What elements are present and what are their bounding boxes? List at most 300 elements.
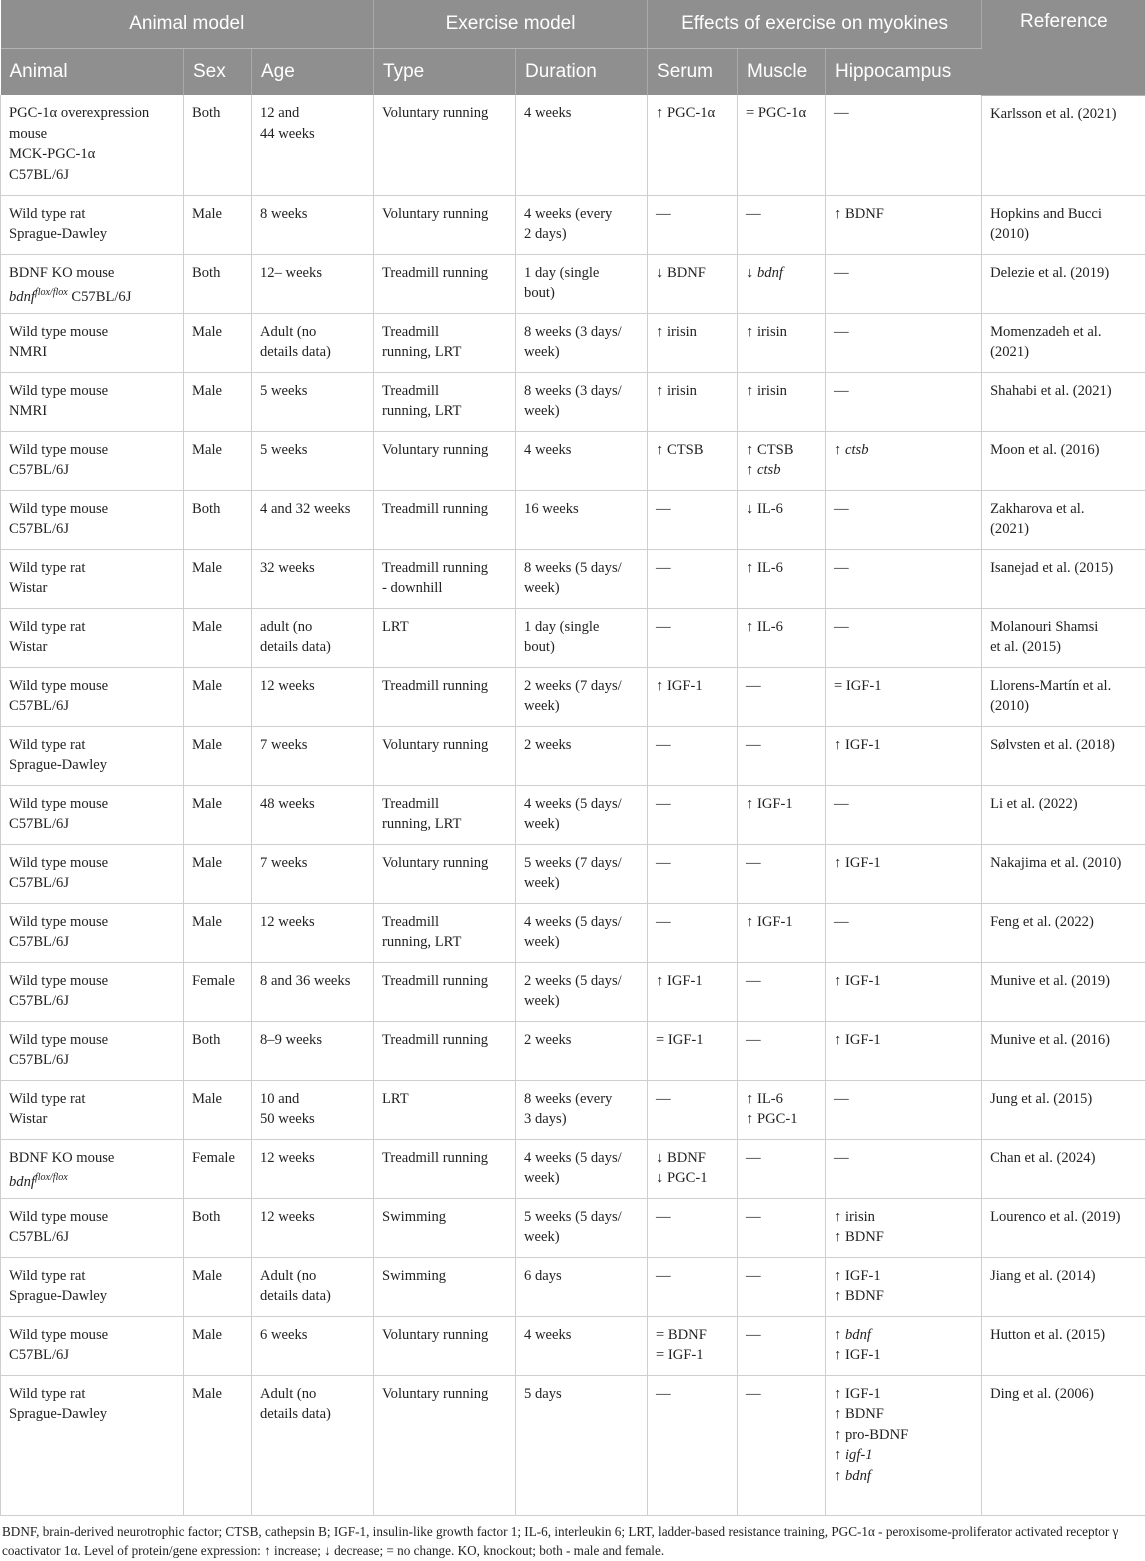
cell-muscle-line: ↑ IL-6 [746, 617, 817, 638]
cell-type-line: Swimming [382, 1207, 507, 1228]
cell-duration-line: 8 weeks (every [524, 1089, 639, 1110]
cell-sex-line: Male [192, 1266, 243, 1287]
cell-animal-line: C57BL/6J [9, 460, 175, 481]
cell-muscle [738, 1257, 826, 1316]
cell-sex [184, 844, 252, 903]
cell-animal-line: Wistar [9, 1109, 175, 1130]
cell-sex-line: Male [192, 1089, 243, 1110]
cell-sex [184, 726, 252, 785]
cell-muscle [738, 195, 826, 254]
cell-sex-line: Both [192, 499, 243, 520]
cell-type-line: Voluntary running [382, 1325, 507, 1346]
cell-duration [516, 431, 648, 490]
cell-age [252, 1198, 374, 1257]
cell-duration-line: 2 weeks (5 days/ [524, 971, 639, 992]
cell-muscle [738, 1080, 826, 1139]
cell-duration [516, 490, 648, 549]
cell-hippocampus-line: ↑ bdnf [834, 1325, 973, 1346]
cell-reference [982, 1198, 1145, 1257]
cell-sex-line: Male [192, 1325, 243, 1346]
cell-type [374, 1139, 516, 1198]
cell-animal-line: Wild type mouse [9, 381, 175, 402]
table-row [1, 372, 1145, 431]
cell-type-line: Treadmill running [382, 676, 507, 697]
cell-animal-line: MCK-PGC-1α [9, 144, 175, 165]
cell-age-line: 8 and 36 weeks [260, 971, 365, 992]
cell-animal-line: Wild type rat [9, 617, 175, 638]
cell-type [374, 1198, 516, 1257]
cell-duration-line: week) [524, 578, 639, 599]
table-row [1, 726, 1145, 785]
cell-animal-line: Wild type rat [9, 1384, 175, 1405]
cell-serum [648, 1257, 738, 1316]
cell-hippocampus-line: = IGF-1 [834, 676, 973, 697]
cell-duration [516, 195, 648, 254]
cell-duration-line: week) [524, 991, 639, 1012]
cell-reference [982, 549, 1145, 608]
cell-animal [1, 667, 184, 726]
cell-animal-line: Sprague-Dawley [9, 1286, 175, 1307]
cell-reference-line: et al. (2015) [990, 637, 1137, 658]
cell-serum-line: — [656, 499, 729, 520]
cell-animal-line: Wild type mouse [9, 1207, 175, 1228]
cell-hippocampus [826, 1316, 982, 1375]
cell-type [374, 962, 516, 1021]
cell-duration-line: week) [524, 932, 639, 953]
cell-muscle [738, 95, 826, 195]
cell-hippocampus-line: — [834, 263, 973, 284]
cell-serum-line: — [656, 617, 729, 638]
cell-reference-line: Lourenco et al. (2019) [990, 1207, 1137, 1228]
cell-serum-line: ↑ IGF-1 [656, 676, 729, 697]
cell-type [374, 313, 516, 372]
cell-animal [1, 1198, 184, 1257]
cell-reference [982, 490, 1145, 549]
cell-hippocampus-line: — [834, 322, 973, 343]
cell-sex [184, 195, 252, 254]
cell-type-line: running, LRT [382, 814, 507, 835]
cell-muscle [738, 903, 826, 962]
cell-animal-line: C57BL/6J [9, 932, 175, 953]
cell-serum [648, 667, 738, 726]
cell-reference-line: Li et al. (2022) [990, 794, 1137, 815]
cell-muscle [738, 962, 826, 1021]
cell-reference [982, 1316, 1145, 1375]
cell-hippocampus [826, 195, 982, 254]
cell-reference-line: Zakharova et al. [990, 499, 1137, 520]
cell-duration-line: 4 weeks [524, 103, 639, 124]
cell-duration [516, 313, 648, 372]
cell-reference-line: (2010) [990, 224, 1137, 245]
cell-type [374, 490, 516, 549]
cell-sex-line: Male [192, 912, 243, 933]
cell-muscle-line: ↑ IL-6 [746, 558, 817, 579]
cell-duration-line: 4 weeks (5 days/ [524, 912, 639, 933]
cell-type [374, 549, 516, 608]
cell-duration-line: 5 days [524, 1384, 639, 1405]
table-body [1, 95, 1145, 1515]
cell-age-line: 10 and [260, 1089, 365, 1110]
cell-sex [184, 962, 252, 1021]
cell-sex [184, 1139, 252, 1198]
cell-serum [648, 785, 738, 844]
cell-duration-line: bout) [524, 637, 639, 658]
cell-type-line: Treadmill running [382, 499, 507, 520]
cell-age-line: details data) [260, 1286, 365, 1307]
cell-type [374, 608, 516, 667]
cell-animal-line: C57BL/6J [9, 991, 175, 1012]
cell-animal [1, 195, 184, 254]
cell-animal-line: Sprague-Dawley [9, 224, 175, 245]
cell-age [252, 785, 374, 844]
cell-muscle-line: ↓ bdnf [746, 263, 817, 284]
cell-age-line: 12 and [260, 103, 365, 124]
cell-hippocampus [826, 1257, 982, 1316]
cell-muscle-line: — [746, 1325, 817, 1346]
cell-serum-line: — [656, 558, 729, 579]
cell-type-line: Treadmill [382, 381, 507, 402]
table-row [1, 785, 1145, 844]
cell-reference [982, 195, 1145, 254]
cell-sex-line: Male [192, 735, 243, 756]
cell-duration-line: 2 weeks [524, 1030, 639, 1051]
cell-hippocampus [826, 1375, 982, 1515]
cell-age-line: Adult (no [260, 1266, 365, 1287]
cell-duration-line: week) [524, 342, 639, 363]
cell-age-line: adult (no [260, 617, 365, 638]
cell-reference-line: Chan et al. (2024) [990, 1148, 1137, 1169]
cell-type-line: Voluntary running [382, 204, 507, 225]
cell-sex-line: Male [192, 1384, 243, 1405]
cell-serum [648, 549, 738, 608]
cell-reference-line: Munive et al. (2016) [990, 1030, 1137, 1051]
cell-animal [1, 1375, 184, 1515]
cell-animal [1, 962, 184, 1021]
cell-sex-line: Both [192, 103, 243, 124]
cell-muscle-line: ↓ IL-6 [746, 499, 817, 520]
cell-sex-line: Female [192, 971, 243, 992]
cell-age-line: 12 weeks [260, 676, 365, 697]
cell-duration [516, 1021, 648, 1080]
cell-hippocampus [826, 1080, 982, 1139]
table-row [1, 431, 1145, 490]
cell-serum-line: ↓ BDNF [656, 263, 729, 284]
cell-hippocampus-line: ↑ BDNF [834, 1286, 973, 1307]
cell-reference [982, 844, 1145, 903]
cell-type-line: running, LRT [382, 401, 507, 422]
cell-reference [982, 608, 1145, 667]
cell-sex [184, 903, 252, 962]
cell-serum-line: = IGF-1 [656, 1030, 729, 1051]
cell-duration [516, 785, 648, 844]
cell-type-line: running, LRT [382, 932, 507, 953]
cell-age-line: Adult (no [260, 1384, 365, 1405]
cell-age [252, 903, 374, 962]
cell-age-line: 8 weeks [260, 204, 365, 225]
cell-animal [1, 372, 184, 431]
cell-muscle-line: ↑ irisin [746, 322, 817, 343]
cell-duration-line: 4 weeks [524, 440, 639, 461]
cell-reference [982, 431, 1145, 490]
cell-reference-line: Moon et al. (2016) [990, 440, 1137, 461]
cell-age-line: 8–9 weeks [260, 1030, 365, 1051]
cell-sex-line: Both [192, 1030, 243, 1051]
cell-duration [516, 1375, 648, 1515]
cell-reference-line: (2021) [990, 342, 1137, 363]
cell-age [252, 313, 374, 372]
cell-duration [516, 844, 648, 903]
cell-age [252, 844, 374, 903]
table-row [1, 608, 1145, 667]
cell-duration-line: week) [524, 696, 639, 717]
cell-sex [184, 1198, 252, 1257]
cell-duration [516, 726, 648, 785]
cell-age [252, 608, 374, 667]
cell-age-line: 50 weeks [260, 1109, 365, 1130]
cell-reference-line: Nakajima et al. (2010) [990, 853, 1137, 874]
cell-serum [648, 844, 738, 903]
cell-serum-line: = BDNF [656, 1325, 729, 1346]
cell-reference-line: Shahabi et al. (2021) [990, 381, 1137, 402]
cell-duration [516, 1080, 648, 1139]
cell-serum [648, 608, 738, 667]
cell-age-line: details data) [260, 637, 365, 658]
cell-animal-line: Wild type mouse [9, 1030, 175, 1051]
cell-type [374, 1375, 516, 1515]
cell-type [374, 95, 516, 195]
cell-duration [516, 1257, 648, 1316]
cell-duration-line: 6 days [524, 1266, 639, 1287]
cell-duration-line: 4 weeks (every [524, 204, 639, 225]
cell-reference [982, 372, 1145, 431]
cell-type-line: Voluntary running [382, 440, 507, 461]
cell-duration [516, 95, 648, 195]
cell-serum-line: — [656, 1384, 729, 1405]
cell-age [252, 1375, 374, 1515]
cell-type [374, 431, 516, 490]
cell-hippocampus-line: ↑ IGF-1 [834, 971, 973, 992]
cell-muscle-line: — [746, 1148, 817, 1169]
cell-animal [1, 785, 184, 844]
cell-reference [982, 1080, 1145, 1139]
cell-hippocampus-line: ↑ irisin [834, 1207, 973, 1228]
cell-animal [1, 490, 184, 549]
cell-animal-line: C57BL/6J [9, 1227, 175, 1248]
cell-age [252, 726, 374, 785]
cell-muscle-line: — [746, 676, 817, 697]
cell-type-line: Treadmill running [382, 263, 507, 284]
cell-type-line: Voluntary running [382, 735, 507, 756]
cell-animal [1, 903, 184, 962]
cell-sex-line: Male [192, 617, 243, 638]
cell-animal [1, 1021, 184, 1080]
cell-reference-line: Hutton et al. (2015) [990, 1325, 1137, 1346]
cell-age [252, 1316, 374, 1375]
cell-serum-line: — [656, 735, 729, 756]
cell-duration-line: 16 weeks [524, 499, 639, 520]
cell-muscle-line: = PGC-1α [746, 103, 817, 124]
cell-duration [516, 667, 648, 726]
cell-sex [184, 490, 252, 549]
cell-serum-line: — [656, 1089, 729, 1110]
cell-serum [648, 95, 738, 195]
cell-serum [648, 1198, 738, 1257]
cell-age-line: 4 and 32 weeks [260, 499, 365, 520]
cell-animal [1, 1139, 184, 1198]
cell-muscle [738, 313, 826, 372]
cell-type-line: - downhill [382, 578, 507, 599]
header-hippocampus: Hippocampus [826, 49, 982, 96]
cell-type-line: Treadmill [382, 794, 507, 815]
group-header-effects: Effects of exercise on myokines [648, 0, 982, 49]
table-row [1, 667, 1145, 726]
cell-serum [648, 195, 738, 254]
cell-hippocampus-line: — [834, 103, 973, 124]
cell-hippocampus-line: ↑ igf-1 [834, 1445, 973, 1466]
table-row [1, 549, 1145, 608]
cell-type [374, 1021, 516, 1080]
cell-muscle-line: ↑ PGC-1 [746, 1109, 817, 1130]
cell-age [252, 195, 374, 254]
cell-hippocampus-line: — [834, 558, 973, 579]
cell-reference-line: Jung et al. (2015) [990, 1089, 1137, 1110]
cell-reference [982, 962, 1145, 1021]
header-age: Age [252, 49, 374, 96]
cell-type-line: Treadmill running [382, 558, 507, 579]
cell-muscle-line: — [746, 1207, 817, 1228]
cell-muscle [738, 1198, 826, 1257]
cell-animal-line: Wild type mouse [9, 440, 175, 461]
cell-serum-line: — [656, 794, 729, 815]
table-row [1, 254, 1145, 313]
cell-duration [516, 1139, 648, 1198]
cell-animal-line: Wistar [9, 637, 175, 658]
cell-muscle [738, 1021, 826, 1080]
cell-type [374, 785, 516, 844]
cell-serum [648, 726, 738, 785]
cell-duration-line: week) [524, 873, 639, 894]
cell-sex-line: Female [192, 1148, 243, 1169]
cell-age [252, 1257, 374, 1316]
cell-reference [982, 1375, 1145, 1515]
cell-animal [1, 844, 184, 903]
cell-age-line: 12 weeks [260, 912, 365, 933]
cell-age-line: 6 weeks [260, 1325, 365, 1346]
cell-serum-line: ↑ IGF-1 [656, 971, 729, 992]
cell-hippocampus [826, 1021, 982, 1080]
cell-muscle-line: — [746, 971, 817, 992]
cell-muscle [738, 1139, 826, 1198]
cell-age-line: 7 weeks [260, 735, 365, 756]
cell-hippocampus-line: ↑ pro-BDNF [834, 1425, 973, 1446]
cell-animal-line: Wild type rat [9, 735, 175, 756]
cell-serum [648, 313, 738, 372]
cell-serum-line: ↑ PGC-1α [656, 103, 729, 124]
cell-duration-line: 2 weeks (7 days/ [524, 676, 639, 697]
cell-duration-line: week) [524, 1168, 639, 1189]
cell-sex [184, 1021, 252, 1080]
cell-serum-line: = IGF-1 [656, 1345, 729, 1366]
cell-hippocampus [826, 431, 982, 490]
cell-muscle [738, 1316, 826, 1375]
cell-animal-line: Sprague-Dawley [9, 1404, 175, 1425]
cell-animal-line: C57BL/6J [9, 519, 175, 540]
cell-duration-line: 5 weeks (5 days/ [524, 1207, 639, 1228]
cell-animal-line: Wild type rat [9, 558, 175, 579]
cell-type-line: LRT [382, 617, 507, 638]
group-header-animal-model: Animal model [1, 0, 374, 49]
cell-hippocampus [826, 254, 982, 313]
cell-type [374, 844, 516, 903]
cell-muscle-line: ↑ CTSB [746, 440, 817, 461]
cell-type-line: Treadmill [382, 912, 507, 933]
table-row [1, 95, 1145, 195]
cell-reference-line: Molanouri Shamsi [990, 617, 1137, 638]
cell-age-line: details data) [260, 1404, 365, 1425]
table-row [1, 1375, 1145, 1515]
cell-hippocampus [826, 490, 982, 549]
cell-muscle-line: ↑ ctsb [746, 460, 817, 481]
table-row [1, 903, 1145, 962]
cell-hippocampus-line: — [834, 499, 973, 520]
cell-muscle-line: ↑ IGF-1 [746, 912, 817, 933]
cell-serum [648, 1021, 738, 1080]
cell-duration-line: 1 day (single [524, 263, 639, 284]
cell-duration-line: 8 weeks (5 days/ [524, 558, 639, 579]
cell-animal-line: C57BL/6J [9, 873, 175, 894]
cell-age-line: 12 weeks [260, 1207, 365, 1228]
cell-hippocampus-line: ↑ ctsb [834, 440, 973, 461]
cell-type [374, 726, 516, 785]
cell-type [374, 372, 516, 431]
cell-age-line: 5 weeks [260, 440, 365, 461]
cell-serum-line: — [656, 912, 729, 933]
table-row [1, 1257, 1145, 1316]
cell-sex [184, 431, 252, 490]
cell-hippocampus-line: — [834, 381, 973, 402]
cell-age [252, 95, 374, 195]
cell-muscle-line: — [746, 1266, 817, 1287]
group-header-exercise-model: Exercise model [374, 0, 648, 49]
cell-animal [1, 254, 184, 313]
cell-animal-line: Wild type mouse [9, 322, 175, 343]
cell-hippocampus [826, 844, 982, 903]
cell-hippocampus [826, 667, 982, 726]
cell-animal-line: BDNF KO mouse [9, 263, 175, 284]
cell-duration [516, 549, 648, 608]
cell-muscle-line: — [746, 204, 817, 225]
cell-type-line: Treadmill running [382, 1148, 507, 1169]
cell-type-line: running, LRT [382, 342, 507, 363]
cell-animal-line: Wild type mouse [9, 794, 175, 815]
cell-age [252, 962, 374, 1021]
cell-type [374, 903, 516, 962]
cell-reference [982, 1021, 1145, 1080]
cell-animal-line: Wild type mouse [9, 912, 175, 933]
cell-duration-line: 2 weeks [524, 735, 639, 756]
cell-sex-line: Male [192, 676, 243, 697]
cell-age [252, 1080, 374, 1139]
cell-animal-line: BDNF KO mouse [9, 1148, 175, 1169]
cell-serum [648, 1139, 738, 1198]
cell-type [374, 254, 516, 313]
cell-age-line: 44 weeks [260, 124, 365, 145]
cell-serum [648, 962, 738, 1021]
cell-animal [1, 431, 184, 490]
cell-animal [1, 549, 184, 608]
cell-duration-line: 4 weeks [524, 1325, 639, 1346]
cell-age-line: 12– weeks [260, 263, 365, 284]
